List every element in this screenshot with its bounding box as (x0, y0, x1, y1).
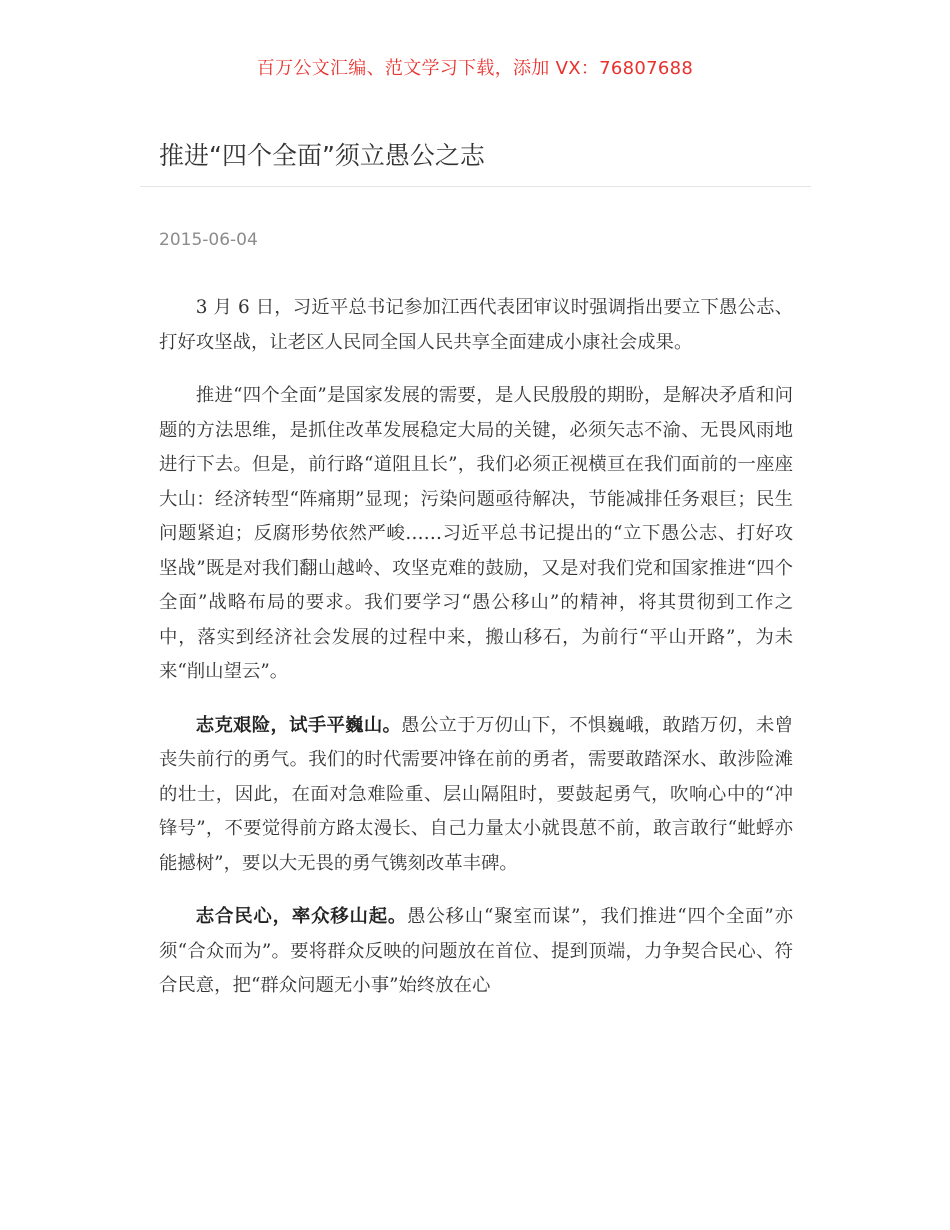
title-divider (140, 186, 811, 187)
paragraph-3 (159, 709, 793, 882)
publish-date: 2015-06-04 (159, 230, 258, 250)
paragraph-text: 3 月 6 日，习近平总书记参加江西代表团审议时强调指出要立下愚公志、打好攻坚战，让老区人民同全国人民共享全面建成小康社会成果。 (159, 297, 793, 353)
promo-banner: 百万公文汇编、范文学习下载，添加 VX：76807688 (256, 58, 694, 79)
paragraph-lead: 志合民心，率众移山起。 (195, 906, 408, 927)
paragraph-4 (159, 900, 793, 1004)
paragraph-text: 愚公立于万仞山下，不惧巍峨，敢踏万仞，未曾丧失前行的勇气。我们的时代需要冲锋在前的勇者，需要敢踏深水、敢涉险滩的壮士，因此，在面对急难险重、层山隔阻时，要鼓起勇气，吹响心中的“冲锋号”，不要觉得前方路太漫长、自己力量太小就畏葸不前，敢言敢行“蚍蜉亦能撼树”，要以大无畏的勇气镌刻改革丰碑。 (159, 714, 793, 874)
article-title: 推进“四个全面”须立愚公之志 (159, 141, 485, 170)
article-body (159, 291, 793, 1023)
paragraph-text: 推进“四个全面”是国家发展的需要，是人民殷殷的期盼，是解决矛盾和问题的方法思维，是抓住改革发展稳定大局的关键，必须矢志不渝、无畏风雨地进行下去。但是，前行路“道阻且长”，我们必须正视横亘在我们面前的一座座大山：经济转型“阵痛期”显现；污染问题亟待解决，节能减排任务艰巨；民生问题紧迫；反腐形势依然严峻……习近平总书记提出的“立下愚公志、打好攻坚战”既是对我们翻山越岭、攻坚克难的鼓励，又是对我们党和国家推进“四个全面”战略布局的要求。我们要学习“愚公移山”的精神，将其贯彻到工作之中，落实到经济社会发展的过程中来，搬山移石，为前行“平山开路”，为未来“削山望云”。 (159, 385, 793, 682)
paragraph-1 (159, 291, 793, 360)
paragraph-2 (159, 379, 793, 690)
paragraph-text: 愚公移山“聚室而谋”，我们推进“四个全面”亦须“合众而为”。要将群众反映的问题放在首位、提到顶端，力争契合民心、符合民意，把“群众问题无小事”始终放在心 (159, 906, 793, 996)
paragraph-lead: 志克艰险，试手平巍山。 (195, 714, 402, 736)
